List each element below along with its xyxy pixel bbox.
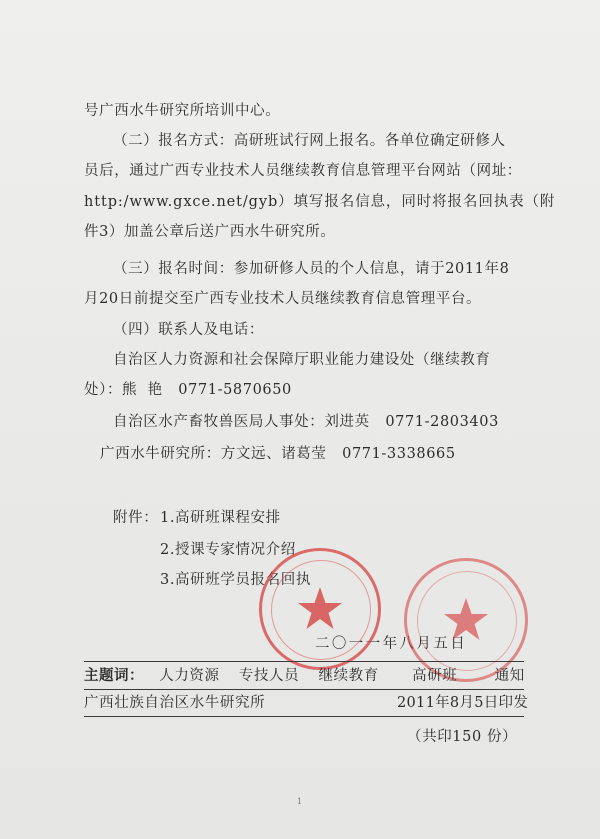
- subject-keyword: 高研班: [412, 668, 458, 684]
- contacts-heading: （四）联系人及电话：: [113, 322, 264, 338]
- page-number: 1: [297, 797, 303, 806]
- print-copies: （共印150 份）: [407, 729, 518, 745]
- official-seal-right: [404, 558, 528, 682]
- attachments-label: 附件：: [113, 510, 159, 526]
- attachment-item-1: 1.高研班课程安排: [160, 510, 281, 526]
- contact-buffalo-institute-line: 广西水牛研究所：方文远、诸葛莹 0771-3338665: [100, 446, 456, 462]
- registration-time-line-2: 月20日前提交至广西专业技术人员继续教育信息管理平台。: [84, 291, 482, 307]
- subject-top-rule: [84, 661, 524, 662]
- signature-date: 二〇一一年八月五日: [315, 636, 468, 652]
- subject-keyword: 人力资源: [159, 668, 220, 684]
- subject-label: 主题词：: [84, 667, 144, 684]
- attachment-item-3: 3.高研班学员报名回执: [160, 572, 311, 588]
- subject-keyword: 继续教育: [318, 668, 379, 684]
- registration-method-line-3: http:/www.gxce.net/gyb）填写报名信息，同时将报名回执表（附: [84, 194, 556, 210]
- registration-time-line-1: （三）报名时间：参加研修人员的个人信息，请于2011年8: [113, 261, 510, 277]
- contact-fisheries-line: 自治区水产畜牧兽医局人事处：刘进英 0771-2803403: [113, 414, 499, 430]
- issue-date: 2011年8月5日印发: [397, 695, 529, 711]
- official-seal-left: [259, 548, 381, 670]
- subject-row: [84, 666, 539, 686]
- subject-bottom-rule: [84, 689, 524, 690]
- contact-hr-line-1: 自治区人力资源和社会保障厅职业能力建设处（继续教育: [113, 352, 491, 368]
- training-center-line: 号广西水牛研究所培训中心。: [84, 103, 281, 119]
- attachment-item-2: 2.授课专家情况介绍: [160, 542, 296, 558]
- registration-method-line-4: 件3）加盖公章后送广西水牛研究所。: [84, 224, 336, 240]
- registration-method-line-1: （二）报名方式：高研班试行网上报名。各单位确定研修人: [113, 133, 506, 149]
- issuer-bottom-rule: [84, 716, 524, 717]
- registration-method-line-2: 员后，通过广西专业技术人员继续教育信息管理平台网站（网址：: [84, 163, 522, 179]
- issuer-name: 广西壮族自治区水牛研究所: [84, 695, 266, 711]
- subject-keyword: 通知: [494, 668, 525, 684]
- subject-keyword: 专技人员: [238, 668, 300, 684]
- contact-hr-line-2: 处）：熊 艳 0771-5870650: [84, 382, 292, 398]
